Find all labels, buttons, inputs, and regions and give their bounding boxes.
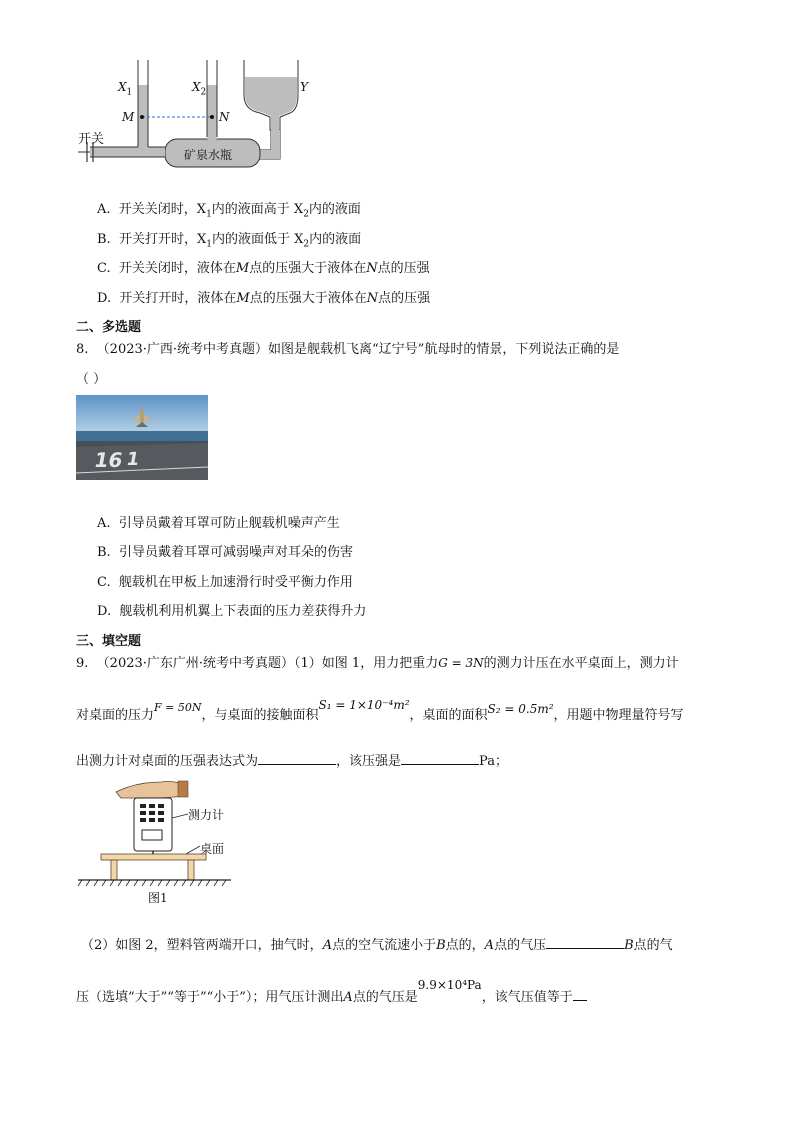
answer-blank-equal[interactable] <box>573 988 587 1001</box>
svg-text:1: 1 <box>124 449 141 470</box>
q9-part2-line1: （2）如图 2，塑料管两端开口，抽气时，A点的空气流速小于B点的，A点的气压 B点的气 <box>81 938 673 953</box>
q8-stem: 8. （2023·广西·统考中考真题）如图是舰载机飞离“辽宁号”航母时的情景，下列说法正确的是 <box>76 342 620 357</box>
q7-option-b[interactable]: B. 开关打开时，$X_1$内的液面低于 $X_2$内的液面 <box>97 232 362 250</box>
figure1-meter-label: 测力计 <box>188 808 225 822</box>
q7-option-a[interactable]: A. 开关关闭时，$X_1$内的液面高于 $X_2$内的液面 <box>97 202 361 220</box>
q9-line1: 9. （2023·广东广州·统考中考真题）（1）如图 1，用力把重力G = 3N的测力计压在水平桌面上，测力计 <box>76 656 679 671</box>
figure1-table-label: 桌面 <box>200 842 225 856</box>
q9-part2-line2: 压（选填“大于”“等于”“小于”）；用气压计测出A点的气压是9.9×10⁴Pa，该气压值等于 <box>76 986 587 1005</box>
svg-text:16: 16 <box>92 448 125 472</box>
section-fill-in: 三、填空题 <box>76 634 142 649</box>
label-bottle: 矿泉水瓶 <box>184 148 233 162</box>
answer-blank-expression[interactable] <box>258 752 336 765</box>
label-switch: 开关 <box>78 132 105 147</box>
q8-option-c[interactable]: C. 舰载机在甲板上加速滑行时受平衡力作用 <box>97 575 353 590</box>
q7-option-c[interactable]: C. 开关关闭时，液体在M点的压强大于液体在N点的压强 <box>97 261 430 276</box>
q8-option-d[interactable]: D. 舰载机利用机翼上下表面的压力差获得升力 <box>97 604 367 619</box>
answer-blank-compare[interactable] <box>546 936 624 949</box>
q8-option-a[interactable]: A. 引导员戴着耳罩可防止舰载机噪声产生 <box>97 516 340 531</box>
label-m: M <box>122 110 135 124</box>
label-x1: $X_1$ <box>118 80 133 98</box>
label-x2: $X_2$ <box>192 80 207 98</box>
q9-line3: 出测力计对桌面的压强表达式为 ，该压强是 Pa； <box>76 754 508 769</box>
q8-option-b[interactable]: B. 引导员戴着耳罩可减弱噪声对耳朵的伤害 <box>97 545 353 560</box>
figure1-force-meter <box>76 776 236 891</box>
label-y: Y <box>300 80 308 94</box>
q9-line2: 对桌面的压力$^{F = 50N}$，与桌面的接触面积S₁ = 1×10⁻⁴m²，桌面的面积S₂ = 0.5m²，用题中物理量符号写 <box>76 698 684 723</box>
label-n: N <box>219 110 230 124</box>
section-multiple-choice: 二、多选题 <box>76 320 142 335</box>
carrier-jet-photo <box>76 395 208 480</box>
answer-blank-pressure[interactable] <box>401 752 479 765</box>
figure1-caption: 图1 <box>148 891 168 905</box>
q7-option-d[interactable]: D. 开关打开时，液体在M点的压强大于液体在N点的压强 <box>97 291 431 306</box>
q8-answer-paren: （ ） <box>76 372 107 387</box>
